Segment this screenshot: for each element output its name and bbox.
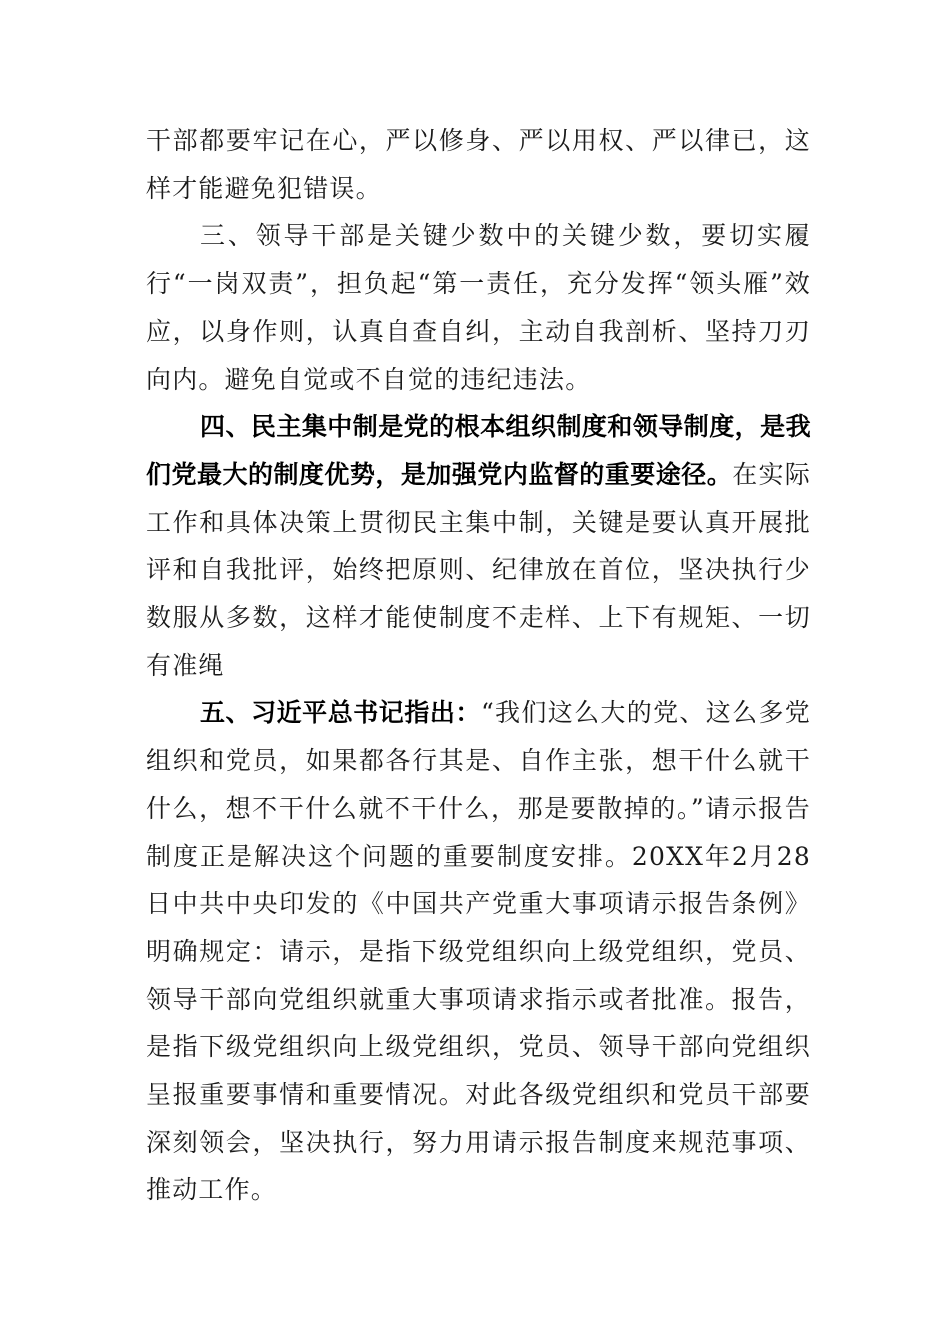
paragraph-text: 干部都要牢记在心，严以修身、严以用权、严以律已，这样才能避免犯错误。 [146, 126, 811, 203]
paragraph-text: 三、领导干部是关键少数中的关键少数，要切实履行“一岗双责”，担负起“第一责任，充分发挥“领头雁”效应，以身作则，认真自查自纠，主动自我剖析、坚持刀刃向内。避免自觉或不自觉的违纪违法。 [146, 221, 811, 394]
paragraph-section-three [146, 212, 811, 403]
paragraph-text: “我们这么大的党、这么多党组织和党员，如果都各行其是、自作主张，想干什么就干什么，想不干什么就不干什么，那是要散掉的。”请示报告制度正是解决这个问题的重要制度安排。20XX年2月28日中共中央印发的《中国共产党重大事项请示报告条例》明确规定：请示，是指下级党组织向上级党组织，党员、领导干部向党组织就重大事项请求指示或者批准。报告，是指下级党组织向上级党组织，党员、领导干部向党组织呈报重要事情和重要情况。对此各级党组织和党员干部要深刻领会，坚决执行，努力用请示报告制度来规范事项、推动工作。 [146, 698, 811, 1205]
document-body [146, 117, 811, 1214]
paragraph-section-five [146, 689, 811, 1214]
paragraph-continuation [146, 117, 811, 212]
paragraph-text: 在实际工作和具体决策上贯彻民主集中制，关键是要认真开展批评和自我批评，始终把原则、纪律放在首位，坚决执行少数服从多数，这样才能使制度不走样、上下有规矩、一切有准绳 [146, 459, 811, 680]
paragraph-section-four [146, 403, 811, 689]
section-heading: 五、习近平总书记指出： [200, 698, 481, 728]
section-heading: 四、民主集中制是党的根本组织制度和领导制度，是我们党最大的制度优势，是加强党内监督的重要途径。 [146, 412, 811, 489]
